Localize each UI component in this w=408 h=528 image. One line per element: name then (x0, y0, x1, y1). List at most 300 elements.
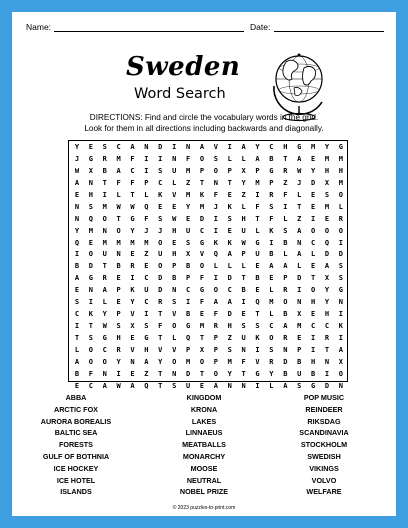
grid-letter[interactable]: V (172, 310, 177, 319)
grid-letter[interactable]: P (255, 166, 260, 175)
grid-letter[interactable]: F (213, 190, 218, 199)
grid-letter[interactable]: R (283, 334, 288, 342)
grid-letter[interactable]: T (297, 202, 302, 211)
grid-letter[interactable]: E (324, 214, 330, 223)
grid-letter[interactable]: U (158, 250, 163, 259)
grid-letter[interactable]: N (241, 381, 246, 390)
grid-letter[interactable]: S (269, 345, 274, 354)
grid-letter[interactable]: X (185, 250, 191, 259)
grid-letter[interactable]: S (338, 274, 343, 283)
grid-letter[interactable]: M (102, 238, 107, 247)
grid-letter[interactable]: D (227, 310, 232, 319)
grid-letter[interactable]: A (227, 250, 232, 259)
grid-letter[interactable]: M (102, 202, 107, 211)
grid-letter[interactable]: I (88, 298, 93, 307)
grid-letter[interactable]: C (144, 298, 149, 307)
grid-letter[interactable]: T (283, 154, 288, 163)
grid-letter[interactable]: D (324, 250, 330, 259)
grid-letter[interactable]: B (74, 262, 80, 271)
grid-letter[interactable]: M (88, 226, 93, 235)
grid-letter[interactable]: O (269, 334, 274, 342)
grid-letter[interactable]: P (241, 250, 246, 259)
grid-letter[interactable]: S (338, 262, 343, 271)
grid-letter[interactable]: A (74, 178, 80, 187)
grid-letter[interactable]: E (199, 310, 205, 319)
grid-letter[interactable]: L (255, 226, 260, 235)
grid-letter[interactable]: N (144, 143, 149, 151)
grid-letter[interactable]: G (88, 154, 93, 163)
grid-letter[interactable]: T (158, 310, 163, 319)
grid-letter[interactable]: O (213, 166, 218, 175)
grid-letter[interactable]: S (172, 381, 177, 390)
grid-letter[interactable]: D (158, 274, 163, 283)
grid-letter[interactable]: Y (227, 369, 232, 378)
grid-letter[interactable]: C (310, 322, 316, 331)
grid-letter[interactable]: E (130, 334, 135, 342)
grid-letter[interactable]: G (269, 166, 274, 175)
grid-letter[interactable]: L (241, 154, 246, 163)
grid-letter[interactable]: E (269, 274, 274, 283)
grid-letter[interactable]: W (130, 202, 135, 211)
grid-letter[interactable]: Q (74, 238, 80, 247)
grid-letter[interactable]: I (310, 345, 316, 354)
grid-letter[interactable]: A (74, 274, 80, 283)
grid-letter[interactable]: C (310, 238, 316, 247)
grid-letter[interactable]: L (172, 178, 177, 187)
grid-letter[interactable]: A (338, 345, 343, 354)
grid-letter[interactable]: I (185, 298, 191, 307)
grid-letter[interactable]: G (199, 238, 205, 247)
grid-letter[interactable]: B (297, 357, 302, 366)
grid-letter[interactable]: Q (324, 238, 330, 247)
grid-letter[interactable]: A (130, 143, 135, 151)
grid-letter[interactable]: E (310, 310, 316, 319)
grid-letter[interactable]: T (158, 381, 163, 390)
grid-letter[interactable]: E (310, 262, 316, 271)
grid-letter[interactable]: D (199, 214, 205, 223)
grid-letter[interactable]: S (227, 214, 232, 223)
grid-letter[interactable]: H (144, 345, 149, 354)
grid-letter[interactable]: Q (255, 298, 260, 307)
grid-letter[interactable]: S (102, 143, 107, 151)
grid-letter[interactable]: M (185, 357, 191, 366)
grid-letter[interactable]: G (310, 381, 316, 390)
grid-letter[interactable]: E (310, 154, 316, 163)
grid-letter[interactable]: F (213, 310, 218, 319)
grid-letter[interactable]: U (172, 166, 177, 175)
grid-letter[interactable]: H (310, 357, 316, 366)
grid-letter[interactable]: R (283, 286, 288, 295)
grid-letter[interactable]: F (88, 369, 93, 378)
grid-letter[interactable]: Q (144, 381, 149, 390)
grid-letter[interactable]: M (324, 202, 330, 211)
grid-letter[interactable]: T (74, 334, 80, 342)
grid-letter[interactable]: J (297, 178, 302, 187)
grid-letter[interactable]: G (88, 274, 93, 283)
grid-letter[interactable]: Y (255, 143, 260, 151)
grid-letter[interactable]: A (283, 322, 288, 331)
grid-letter[interactable]: F (199, 298, 205, 307)
grid-letter[interactable]: G (338, 286, 343, 295)
grid-letter[interactable]: B (241, 286, 246, 295)
grid-letter[interactable]: B (310, 369, 316, 378)
grid-letter[interactable]: J (74, 154, 80, 163)
grid-letter[interactable]: I (144, 310, 149, 319)
grid-letter[interactable]: M (324, 154, 330, 163)
grid-letter[interactable]: P (227, 166, 232, 175)
grid-letter[interactable]: T (227, 178, 232, 187)
grid-letter[interactable]: H (324, 166, 330, 175)
grid-letter[interactable]: Y (130, 226, 135, 235)
grid-letter[interactable]: Q (144, 202, 149, 211)
grid-letter[interactable]: C (199, 226, 205, 235)
grid-letter[interactable]: N (172, 286, 177, 295)
grid-letter[interactable]: H (172, 226, 177, 235)
grid-letter[interactable]: E (172, 202, 177, 211)
grid-letter[interactable]: C (130, 166, 135, 175)
grid-letter[interactable]: Z (185, 178, 191, 187)
grid-letter[interactable]: O (199, 262, 205, 271)
grid-letter[interactable]: S (144, 322, 149, 331)
grid-letter[interactable]: S (269, 202, 274, 211)
grid-letter[interactable]: U (185, 226, 191, 235)
grid-letter[interactable]: W (116, 202, 121, 211)
grid-letter[interactable]: S (172, 298, 177, 307)
grid-letter[interactable]: S (158, 166, 163, 175)
grid-letter[interactable]: D (310, 178, 316, 187)
grid-letter[interactable]: H (283, 143, 288, 151)
grid-letter[interactable]: P (116, 286, 121, 295)
grid-letter[interactable]: N (130, 357, 135, 366)
grid-letter[interactable]: S (88, 334, 93, 342)
grid-letter[interactable]: E (297, 334, 302, 342)
grid-letter[interactable]: I (255, 190, 260, 199)
grid-letter[interactable]: R (102, 274, 107, 283)
grid-letter[interactable]: C (269, 322, 274, 331)
grid-letter[interactable]: M (116, 154, 121, 163)
grid-letter[interactable]: R (324, 334, 330, 342)
grid-letter[interactable]: L (297, 262, 302, 271)
grid-letter[interactable]: V (199, 250, 205, 259)
grid-letter[interactable]: I (297, 286, 302, 295)
grid-letter[interactable]: A (297, 250, 302, 259)
grid-letter[interactable]: H (338, 166, 343, 175)
grid-letter[interactable]: F (241, 357, 246, 366)
grid-letter[interactable]: A (102, 381, 107, 390)
grid-letter[interactable]: T (324, 345, 330, 354)
grid-letter[interactable]: L (310, 250, 316, 259)
grid-letter[interactable]: O (88, 357, 93, 366)
grid-letter[interactable]: P (199, 166, 205, 175)
grid-letter[interactable]: N (172, 154, 177, 163)
grid-letter[interactable]: L (102, 298, 107, 307)
grid-letter[interactable]: Z (241, 190, 246, 199)
grid-letter[interactable]: J (144, 226, 149, 235)
grid-letter[interactable]: A (144, 357, 149, 366)
grid-letter[interactable]: W (116, 381, 121, 390)
grid-letter[interactable]: I (144, 166, 149, 175)
grid-letter[interactable]: N (324, 357, 330, 366)
grid-letter[interactable]: U (241, 226, 246, 235)
grid-letter[interactable]: X (130, 322, 135, 331)
grid-letter[interactable]: I (227, 143, 232, 151)
grid-letter[interactable]: E (144, 262, 149, 271)
grid-letter[interactable]: D (158, 143, 163, 151)
grid-letter[interactable]: K (130, 286, 135, 295)
grid-letter[interactable]: L (283, 250, 288, 259)
grid-letter[interactable]: N (338, 298, 343, 307)
grid-letter[interactable]: E (310, 202, 316, 211)
grid-letter[interactable]: H (324, 310, 330, 319)
grid-letter[interactable]: L (172, 334, 177, 342)
grid-letter[interactable]: B (283, 369, 288, 378)
grid-letter[interactable]: L (144, 190, 149, 199)
grid-letter[interactable]: O (213, 286, 218, 295)
grid-letter[interactable]: S (241, 322, 246, 331)
grid-letter[interactable]: O (172, 357, 177, 366)
grid-letter[interactable]: W (241, 238, 246, 247)
grid-letter[interactable]: T (102, 262, 107, 271)
grid-letter[interactable]: T (241, 274, 246, 283)
grid-letter[interactable]: Y (310, 166, 316, 175)
grid-letter[interactable]: I (213, 214, 218, 223)
grid-letter[interactable]: E (74, 286, 80, 295)
grid-letter[interactable]: E (88, 238, 93, 247)
grid-letter[interactable]: K (255, 334, 260, 342)
grid-letter[interactable]: K (158, 190, 163, 199)
grid-letter[interactable]: S (88, 202, 93, 211)
grid-letter[interactable]: D (158, 286, 163, 295)
grid-letter[interactable]: V (130, 310, 135, 319)
grid-letter[interactable]: D (185, 369, 191, 378)
grid-letter[interactable]: M (199, 202, 205, 211)
grid-letter[interactable]: N (213, 178, 218, 187)
grid-letter[interactable]: Y (324, 143, 330, 151)
grid-letter[interactable]: N (74, 202, 80, 211)
grid-letter[interactable]: K (227, 238, 232, 247)
grid-letter[interactable]: Q (213, 250, 218, 259)
grid-letter[interactable]: G (297, 143, 302, 151)
grid-letter[interactable]: L (269, 310, 274, 319)
grid-letter[interactable]: T (88, 322, 93, 331)
grid-letter[interactable]: U (241, 334, 246, 342)
grid-letter[interactable]: P (283, 274, 288, 283)
grid-letter[interactable]: Y (324, 298, 330, 307)
grid-letter[interactable]: M (297, 322, 302, 331)
grid-letter[interactable]: M (144, 238, 149, 247)
grid-letter[interactable]: M (255, 178, 260, 187)
grid-letter[interactable]: M (185, 190, 191, 199)
grid-letter[interactable]: E (172, 238, 177, 247)
grid-letter[interactable]: O (338, 226, 343, 235)
grid-letter[interactable]: C (227, 286, 232, 295)
grid-letter[interactable]: G (255, 369, 260, 378)
grid-letter[interactable]: Y (102, 310, 107, 319)
grid-letter[interactable]: S (74, 298, 80, 307)
grid-letter[interactable]: L (269, 381, 274, 390)
grid-letter[interactable]: U (102, 250, 107, 259)
grid-letter[interactable]: Y (158, 357, 163, 366)
grid-letter[interactable]: E (130, 250, 135, 259)
grid-letter[interactable]: P (213, 357, 218, 366)
grid-letter[interactable]: N (297, 298, 302, 307)
grid-letter[interactable]: W (172, 214, 177, 223)
grid-letter[interactable]: E (116, 274, 121, 283)
grid-letter[interactable]: B (74, 369, 80, 378)
grid-letter[interactable]: B (269, 250, 274, 259)
grid-letter[interactable]: A (283, 381, 288, 390)
grid-letter[interactable]: H (227, 322, 232, 331)
grid-letter[interactable]: Z (297, 214, 302, 223)
grid-letter[interactable]: M (338, 178, 343, 187)
grid-letter[interactable]: X (241, 166, 246, 175)
grid-letter[interactable]: T (130, 190, 135, 199)
grid-letter[interactable]: Z (144, 369, 149, 378)
grid-letter[interactable]: U (185, 381, 191, 390)
grid-letter[interactable]: M (338, 154, 343, 163)
grid-letter[interactable]: S (227, 345, 232, 354)
grid-letter[interactable]: V (158, 345, 163, 354)
grid-letter[interactable]: I (338, 310, 343, 319)
grid-letter[interactable]: J (158, 226, 163, 235)
grid-letter[interactable]: B (185, 262, 191, 271)
grid-letter[interactable]: F (255, 202, 260, 211)
grid-letter[interactable]: L (338, 202, 343, 211)
grid-letter[interactable]: B (185, 310, 191, 319)
grid-letter[interactable]: S (324, 190, 330, 199)
grid-letter[interactable]: R (102, 154, 107, 163)
grid-letter[interactable]: N (74, 214, 80, 223)
grid-letter[interactable]: O (88, 250, 93, 259)
grid-letter[interactable]: T (102, 178, 107, 187)
grid-letter[interactable]: F (144, 214, 149, 223)
grid-letter[interactable]: E (74, 190, 80, 199)
grid-letter[interactable]: T (310, 274, 316, 283)
grid-letter[interactable]: B (283, 238, 288, 247)
grid-letter[interactable]: T (158, 334, 163, 342)
grid-letter[interactable]: A (255, 154, 260, 163)
grid-letter[interactable]: P (144, 178, 149, 187)
grid-letter[interactable]: K (213, 238, 218, 247)
grid-letter[interactable]: L (227, 154, 232, 163)
grid-letter[interactable]: F (185, 154, 191, 163)
grid-letter[interactable]: Y (74, 226, 80, 235)
grid-letter[interactable]: M (199, 322, 205, 331)
grid-letter[interactable]: C (269, 143, 274, 151)
grid-letter[interactable]: W (74, 166, 80, 175)
grid-letter[interactable]: Z (144, 250, 149, 259)
grid-letter[interactable]: B (116, 262, 121, 271)
grid-letter[interactable]: M (130, 238, 135, 247)
grid-letter[interactable]: O (102, 357, 107, 366)
grid-letter[interactable]: M (269, 298, 274, 307)
grid-letter[interactable]: M (310, 143, 316, 151)
grid-letter[interactable]: F (158, 322, 163, 331)
grid-letter[interactable]: P (213, 334, 218, 342)
grid-letter[interactable]: F (116, 178, 121, 187)
grid-letter[interactable]: H (116, 334, 121, 342)
grid-letter[interactable]: E (227, 226, 232, 235)
grid-letter[interactable]: I (74, 250, 80, 259)
grid-letter[interactable]: G (199, 286, 205, 295)
grid-letter[interactable]: C (185, 286, 191, 295)
grid-letter[interactable]: I (338, 238, 343, 247)
grid-letter[interactable]: S (158, 214, 163, 223)
grid-letter[interactable]: I (310, 334, 316, 342)
grid-letter[interactable]: A (297, 226, 302, 235)
grid-letter[interactable]: Y (241, 178, 246, 187)
grid-letter[interactable]: P (185, 345, 191, 354)
grid-letter[interactable]: P (269, 178, 274, 187)
grid-letter[interactable]: P (213, 345, 218, 354)
grid-letter[interactable]: B (102, 166, 107, 175)
grid-letter[interactable]: C (74, 310, 80, 319)
grid-letter[interactable]: A (116, 166, 121, 175)
grid-letter[interactable]: M (185, 166, 191, 175)
grid-letter[interactable]: Y (185, 202, 191, 211)
grid-letter[interactable]: M (227, 357, 232, 366)
grid-letter[interactable]: N (116, 250, 121, 259)
grid-letter[interactable]: I (283, 202, 288, 211)
grid-letter[interactable]: L (213, 262, 218, 271)
grid-letter[interactable]: P (172, 262, 177, 271)
grid-letter[interactable]: P (116, 310, 121, 319)
grid-letter[interactable]: T (241, 369, 246, 378)
grid-letter[interactable]: A (213, 298, 218, 307)
grid-letter[interactable]: E (116, 298, 121, 307)
grid-letter[interactable]: A (199, 143, 205, 151)
grid-letter[interactable]: E (255, 286, 260, 295)
grid-letter[interactable]: O (338, 190, 343, 199)
grid-letter[interactable]: O (199, 357, 205, 366)
grid-letter[interactable]: Z (283, 178, 288, 187)
grid-letter[interactable]: H (172, 250, 177, 259)
grid-letter[interactable]: I (102, 190, 107, 199)
grid-letter[interactable]: E (199, 381, 205, 390)
grid-letter[interactable]: L (269, 286, 274, 295)
grid-letter[interactable]: I (255, 381, 260, 390)
grid-letter[interactable]: Y (269, 369, 274, 378)
grid-letter[interactable]: N (102, 226, 107, 235)
grid-letter[interactable]: E (227, 190, 232, 199)
grid-letter[interactable]: Q (185, 334, 191, 342)
grid-letter[interactable]: I (74, 322, 80, 331)
grid-letter[interactable]: N (102, 369, 107, 378)
grid-letter[interactable]: I (213, 274, 218, 283)
grid-letter[interactable]: I (130, 274, 135, 283)
grid-letter[interactable]: R (130, 262, 135, 271)
grid-letter[interactable]: X (297, 310, 302, 319)
grid-letter[interactable]: W (102, 322, 107, 331)
grid-letter[interactable]: G (255, 238, 260, 247)
grid-letter[interactable]: E (241, 310, 246, 319)
grid-letter[interactable]: A (130, 381, 135, 390)
grid-letter[interactable]: V (255, 357, 260, 366)
grid-letter[interactable]: V (172, 345, 177, 354)
grid-letter[interactable]: X (324, 178, 330, 187)
grid-letter[interactable]: A (213, 381, 218, 390)
grid-letter[interactable]: L (116, 190, 121, 199)
grid-letter[interactable]: L (297, 190, 302, 199)
grid-letter[interactable]: A (297, 154, 302, 163)
grid-letter[interactable]: W (297, 166, 302, 175)
grid-letter[interactable]: D (324, 381, 330, 390)
grid-letter[interactable]: O (199, 154, 205, 163)
grid-letter[interactable]: G (102, 334, 107, 342)
grid-letter[interactable]: L (227, 262, 232, 271)
grid-letter[interactable]: H (241, 214, 246, 223)
grid-letter[interactable]: U (144, 286, 149, 295)
